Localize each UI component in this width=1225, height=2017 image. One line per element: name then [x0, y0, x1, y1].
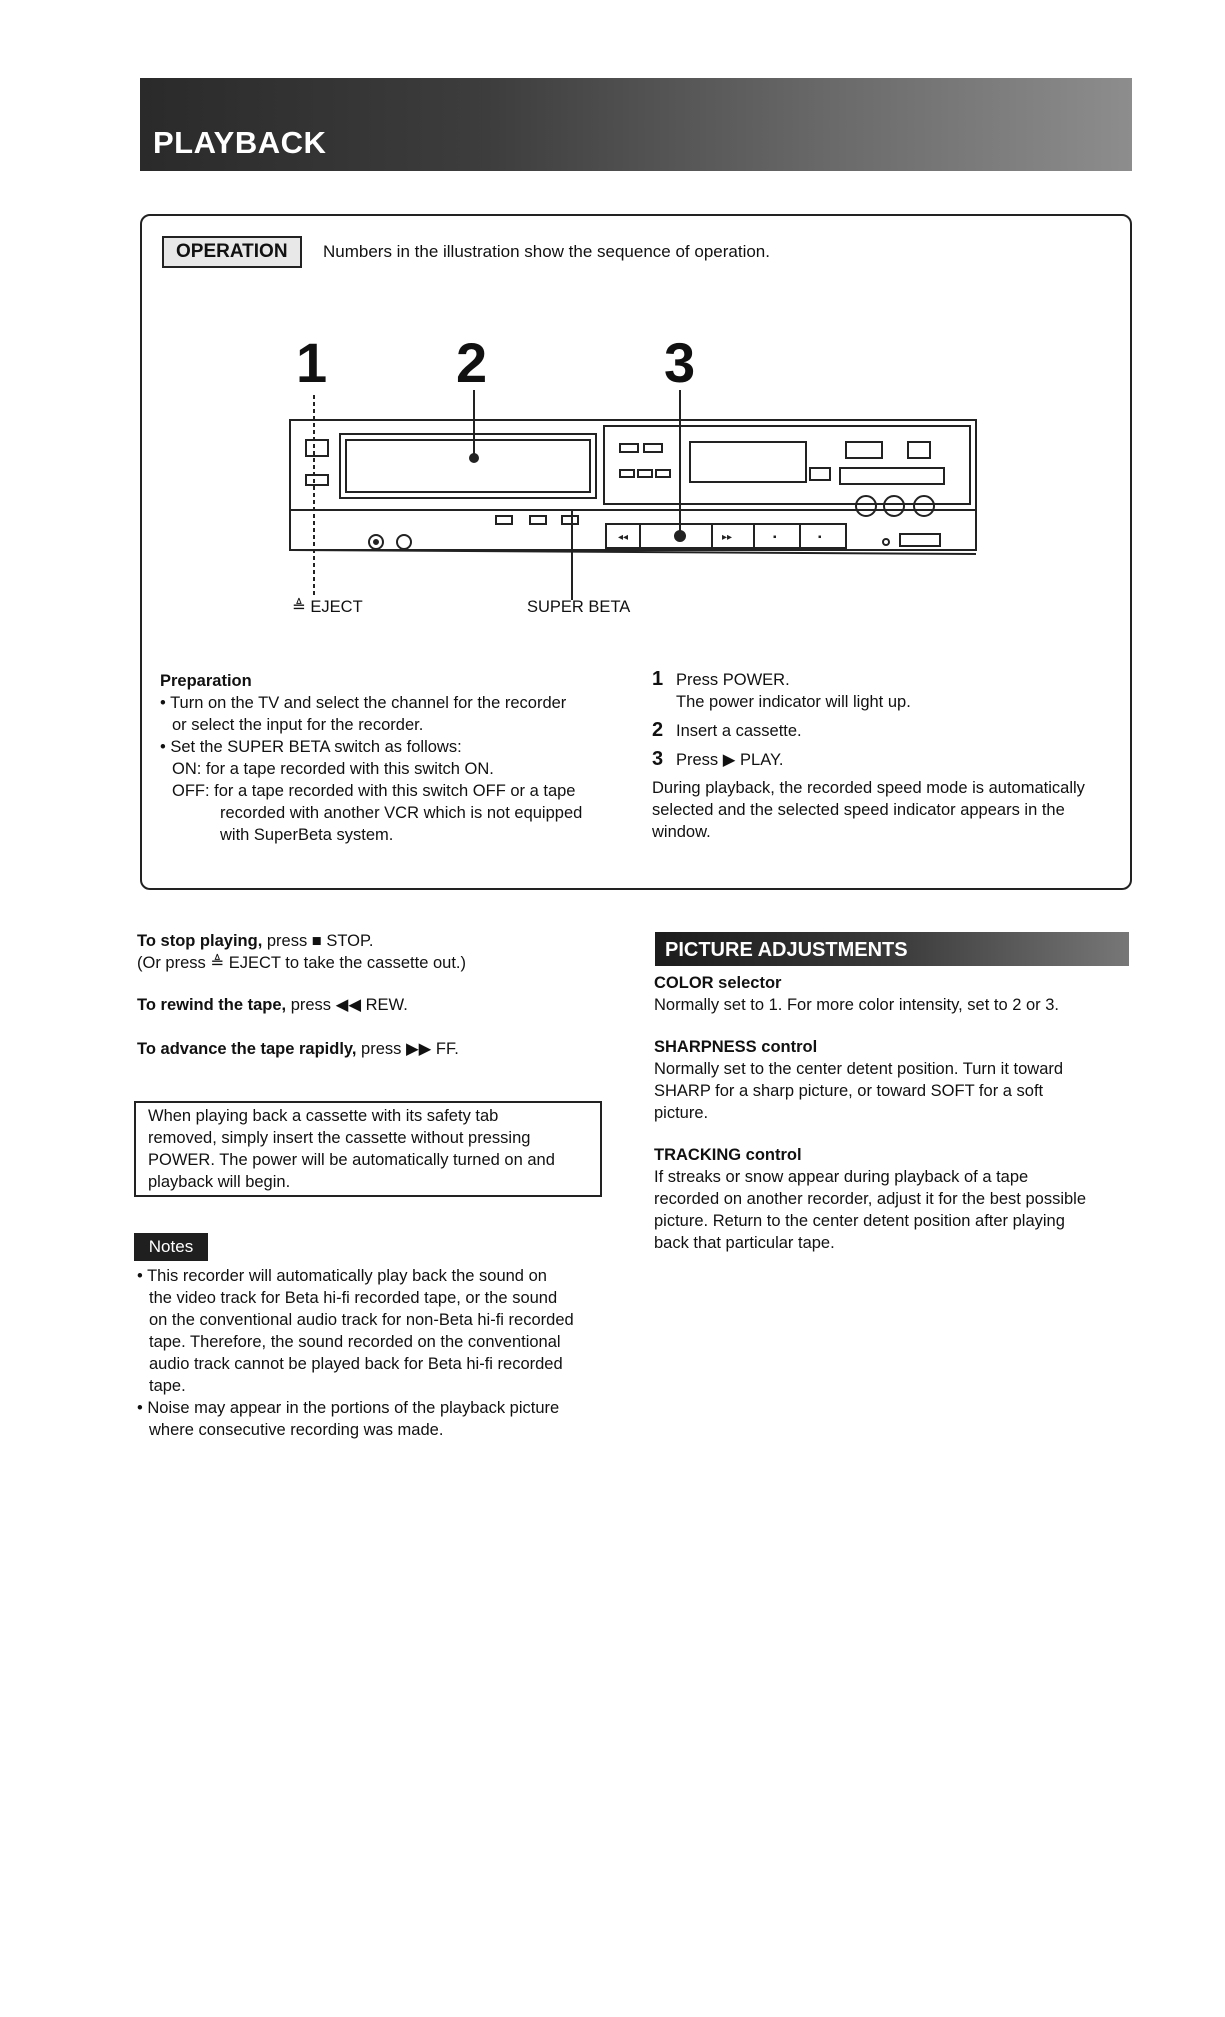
safety-line: playback will begin. — [148, 1173, 291, 1191]
step-3: 3 Press ▶ PLAY. — [652, 748, 784, 770]
note-line: • Noise may appear in the portions of the playback picture — [137, 1399, 560, 1417]
rew-button: ◂◂ — [618, 532, 629, 543]
note-line: audio track cannot be played back for Beta hi-fi recorded — [149, 1355, 563, 1373]
notes-tag: Notes — [134, 1233, 208, 1261]
step-1-sub: The power indicator will light up. — [676, 693, 911, 711]
eject-label: ≜ EJECT — [292, 598, 363, 616]
safety-line: POWER. The power will be automatically turned on and — [148, 1151, 555, 1169]
step-number-1: 1 — [296, 331, 328, 394]
vcr-illustration — [280, 390, 980, 620]
note-line: tape. Therefore, the sound recorded on the conventional — [149, 1333, 561, 1351]
sharpness-line: SHARP for a sharp picture, or toward SOFT for a soft — [654, 1082, 1044, 1100]
tracking-line: picture. Return to the center detent position after playing — [654, 1212, 1065, 1230]
color-text: Normally set to 1. For more color intensity, set to 2 or 3. — [654, 996, 1060, 1014]
prep-line: • Set the SUPER BETA switch as follows: — [160, 738, 462, 756]
note-line: • This recorder will automatically play back the sound on — [137, 1267, 547, 1285]
transport-instructions — [137, 930, 617, 1060]
tracking-line: recorded on another recorder, adjust it for the best possible — [654, 1190, 1087, 1208]
ff-button: ▸▸ — [722, 532, 733, 543]
sharpness-title: SHARPNESS control — [654, 1038, 818, 1056]
tracking-title: TRACKING control — [654, 1146, 802, 1164]
tracking-line: If streaks or snow appear during playback of a tape — [654, 1168, 1029, 1186]
safety-tab-box — [134, 1101, 602, 1197]
note-line: on the conventional audio track for non-Beta hi-fi recorded — [149, 1311, 574, 1329]
tracking-line: back that particular tape. — [654, 1234, 835, 1252]
note-line: tape. — [149, 1377, 186, 1395]
preparation-title: Preparation — [160, 672, 252, 690]
steps-block — [652, 668, 1132, 843]
advance-instruction: To advance the tape rapidly, press ▶▶ FF. — [137, 1040, 459, 1058]
pause-button: ▪ — [818, 532, 822, 543]
safety-line: removed, simply insert the cassette without pressing — [148, 1129, 531, 1147]
super-beta-label: SUPER BETA — [527, 598, 631, 616]
step-2: 2 Insert a cassette. — [652, 719, 802, 741]
preparation-block — [160, 670, 630, 846]
operation-tag: OPERATION — [162, 236, 302, 268]
prep-line: OFF: for a tape recorded with this switch OFF or a tape — [172, 782, 576, 800]
note-line: the video track for Beta hi-fi recorded tape, or the sound — [149, 1289, 558, 1307]
step-1: 1 Press POWER. — [652, 668, 790, 690]
auto-note-line: During playback, the recorded speed mode is automatically — [652, 779, 1085, 797]
picture-adjustments-block — [654, 972, 1134, 1254]
stop-sub-instruction: (Or press ≜ EJECT to take the cassette out.) — [137, 954, 466, 972]
page-title: PLAYBACK — [153, 125, 327, 160]
operation-caption: Numbers in the illustration show the sequence of operation. — [323, 242, 770, 261]
sharpness-line: picture. — [654, 1104, 709, 1122]
prep-line: with SuperBeta system. — [220, 826, 394, 844]
step-number-2: 2 — [456, 331, 488, 394]
safety-line: When playing back a cassette with its safety tab — [148, 1107, 499, 1125]
auto-note-line: selected and the selected speed indicator appears in the — [652, 801, 1065, 819]
prep-line: recorded with another VCR which is not equipped — [220, 804, 583, 822]
stop-instruction: To stop playing, press ■ STOP. — [137, 932, 374, 950]
note-line: where consecutive recording was made. — [149, 1421, 444, 1439]
stop-button: ▪ — [773, 532, 777, 543]
picture-adjustments-title: PICTURE ADJUSTMENTS — [665, 939, 908, 961]
notes-block — [137, 1265, 617, 1441]
color-title: COLOR selector — [654, 974, 782, 992]
rewind-instruction: To rewind the tape, press ◀◀ REW. — [137, 996, 408, 1014]
prep-line: ON: for a tape recorded with this switch ON. — [172, 760, 494, 778]
step-number-3: 3 — [664, 331, 696, 394]
sharpness-line: Normally set to the center detent position. Turn it toward — [654, 1060, 1064, 1078]
prep-line: • Turn on the TV and select the channel for the recorder — [160, 694, 567, 712]
auto-note-line: window. — [652, 823, 711, 841]
prep-line: or select the input for the recorder. — [172, 716, 424, 734]
